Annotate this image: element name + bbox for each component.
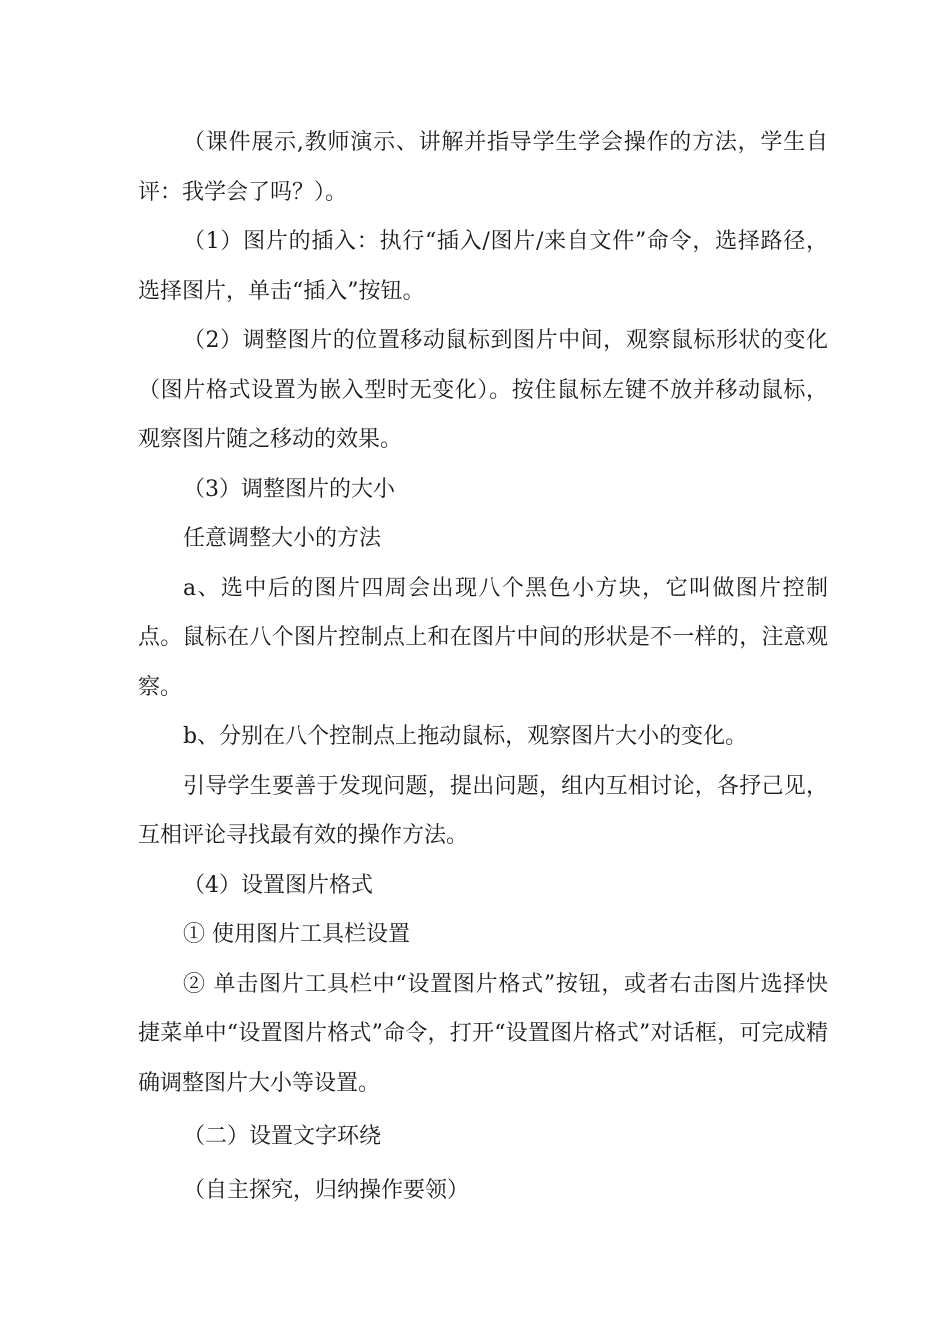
paragraph-format-heading: （4）设置图片格式 — [183, 872, 373, 898]
paragraph-adjust-size-heading: （3）调整图片的大小 — [183, 476, 395, 502]
paragraph-toolbar-setting: ① 使用图片工具栏设置 — [183, 922, 410, 947]
paragraph-drag-points: b、分别在八个控制点上拖动鼠标，观察图片大小的变化。 — [183, 724, 748, 749]
paragraph-arbitrary-resize: 任意调整大小的方法 — [183, 526, 382, 551]
paragraph-insert-picture: （1）图片的插入：执行“插入/图片/来自文件”命令，选择路径，选择图片，单击“插入”按钮。 — [138, 229, 828, 304]
paragraph-guide-students: 引导学生要善于发现问题，提出问题，组内互相讨论，各抒己见，互相评论寻找最有效的操作方法。 — [138, 773, 828, 848]
paragraph-format-dialog: ② 单击图片工具栏中“设置图片格式”按钮，或者右击图片选择快捷菜单中“设置图片格式”命令，打开“设置图片格式”对话框，可完成精确调整图片大小等设置。 — [138, 971, 828, 1096]
paragraph-courseware-intro: （课件展示,教师演示、讲解并指导学生学会操作的方法，学生自评：我学会了吗？）。 — [138, 130, 828, 205]
paragraph-self-explore: （自主探究，归纳操作要领） — [183, 1177, 470, 1203]
document-body — [138, 118, 828, 1215]
paragraph-text-wrap-heading: （二）设置文字环绕 — [183, 1124, 382, 1149]
paragraph-control-points: a、选中后的图片四周会出现八个黑色小方块，它叫做图片控制点。鼠标在八个图片控制点上和在图片中间的形状是不一样的，注意观察。 — [138, 575, 828, 700]
paragraph-adjust-position: （2）调整图片的位置移动鼠标到图片中间，观察鼠标形状的变化（图片格式设置为嵌入型时无变化）。按住鼠标左键不放并移动鼠标，观察图片随之移动的效果。 — [138, 328, 828, 452]
